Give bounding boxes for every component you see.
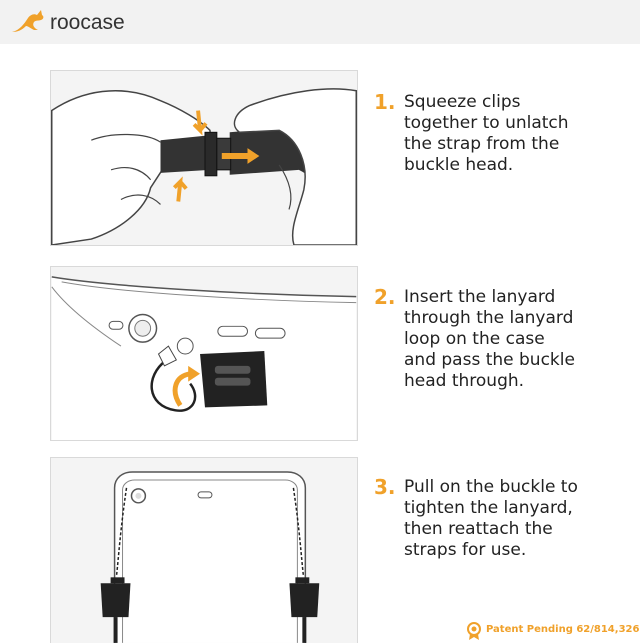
tablet-straps-illustration <box>51 458 357 643</box>
kangaroo-logo-icon <box>10 6 140 36</box>
step-3-number: 3. <box>374 475 396 499</box>
step-2-illustration <box>50 266 358 441</box>
header-bar <box>0 0 640 44</box>
step-1-illustration <box>50 70 358 246</box>
patent-notice <box>466 622 640 640</box>
award-ribbon-icon <box>466 622 482 640</box>
brand-logo <box>10 6 140 36</box>
step-3-illustration <box>50 457 358 643</box>
step-2-number: 2. <box>374 285 396 309</box>
patent-text: Patent Pending 62/814,326 <box>486 624 640 635</box>
step-3-text: Pull on the buckle to tighten the lanyard, then reattach the straps for use. <box>404 477 578 560</box>
step-2-text: Insert the lanyard through the lanyard loop on the case and pass the buckle head through. <box>404 287 575 391</box>
step-1-text: Squeeze clips together to unlatch the strap from the buckle head. <box>404 92 569 175</box>
case-lanyard-illustration <box>51 267 357 440</box>
hands-buckle-illustration <box>51 71 357 245</box>
step-1-number: 1. <box>374 90 396 114</box>
brand-name: roocase <box>50 11 125 34</box>
